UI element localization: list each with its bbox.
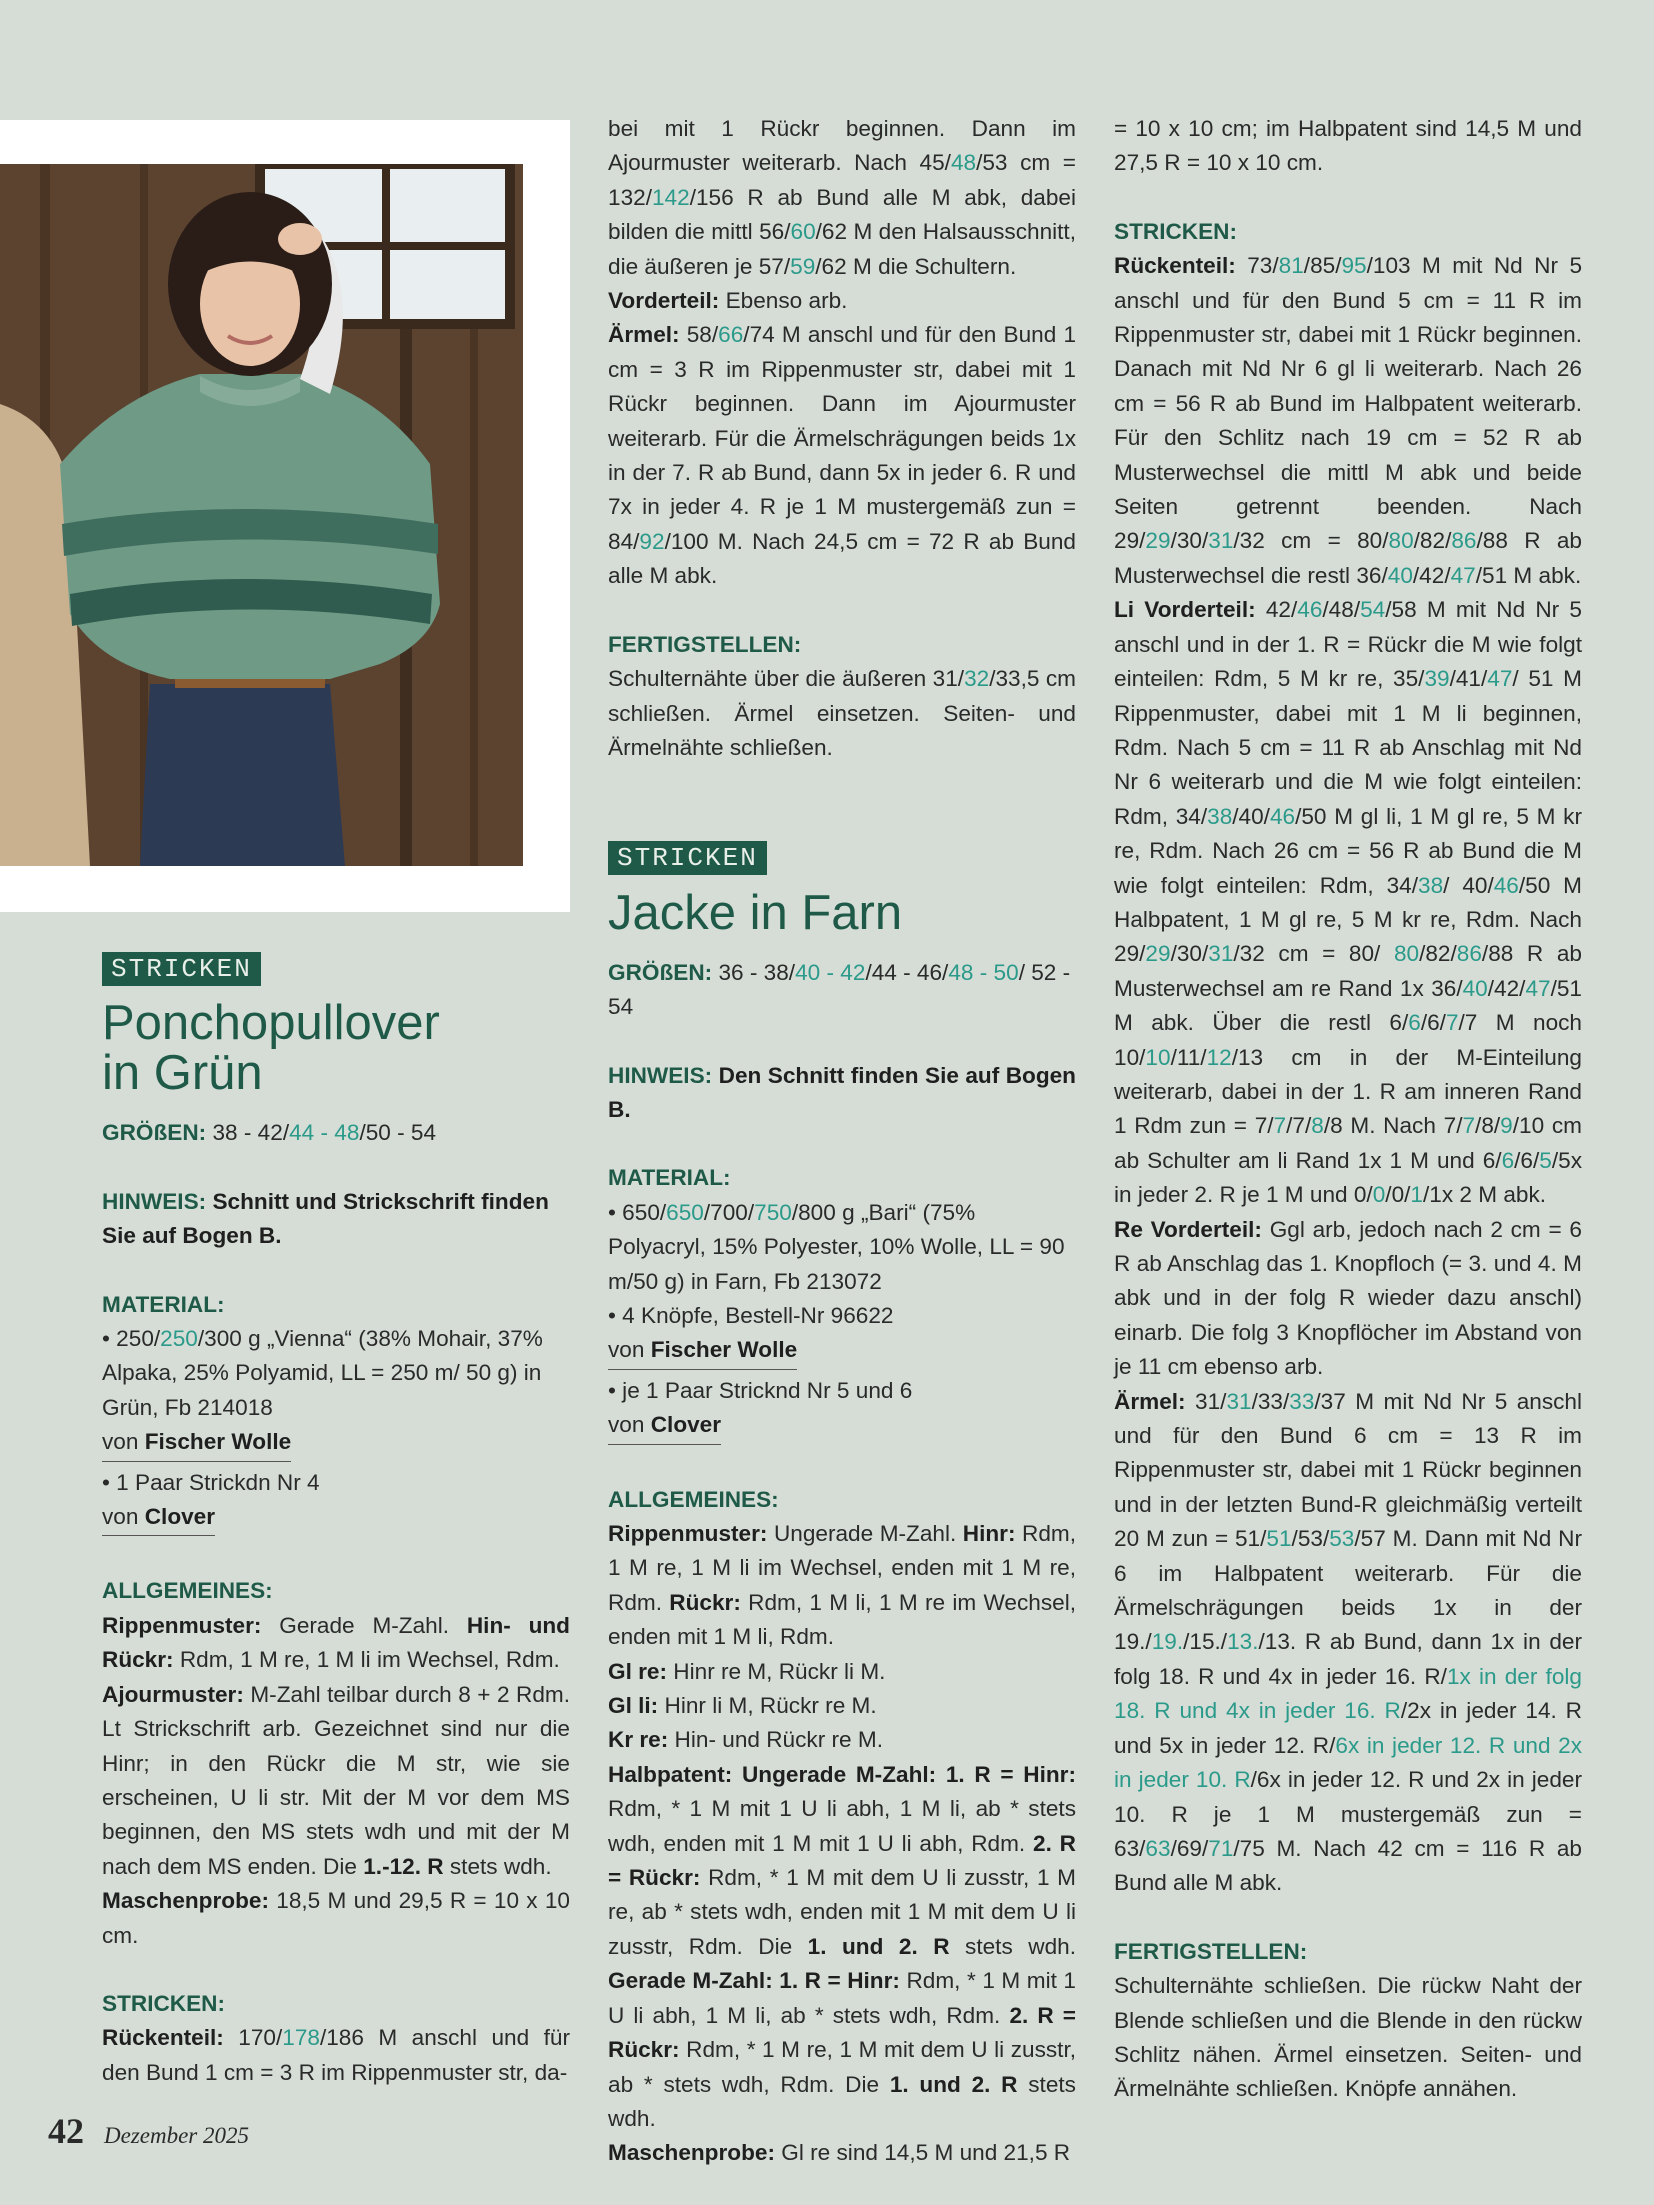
material-text: • 250/250/300 g „Vienna“ (38% Mohair, 37% Alpaka, 25% Polyamid, LL = 250 m/ 50 g) in Grün, Fb 214018	[102, 1326, 543, 1420]
general-heading: ALLGEMEINES:	[608, 1486, 779, 1512]
half-brioche: Halbpatent: Ungerade M-Zahl: 1. R = Hinr: Rdm, * 1 M mit 1 U li abh, 1 M li, ab * stets wdh, enden mit 1 M mit 1 U li abh, Rdm. 2. R = Rückr: Rdm, * 1 M mit dem U li zusstr, 1 M re, ab * stets wdh, enden mit 1 M mit dem U li zusstr, Rdm. Die 1. und 2. R stets wdh. Gerade M-Zahl: 1. R = Hinr: Rdm, * 1 M mit 1 U li abh, 1 M li, ab * stets wdh, Rdm. 2. R = Rückr: Rdm, * 1 M re, 1 M mit dem U li zusstr, ab * stets wdh, Rdm. Die 1. und 2. R stets wdh.	[608, 1761, 1076, 2131]
material-text: • 650/650/700/750/800 g „Bari“ (75% Polyacryl, 15% Polyester, 10% Wolle, LL = 90 m/50 g) in Farn, Fb 213072	[608, 1199, 1065, 1294]
pattern-title: Ponchopullover in Grün	[102, 996, 440, 1101]
back-piece: Rückenteil: 170/178/186 M anschl und für den Bund 1 cm = 3 R im Rippenmuster str, da-	[102, 2025, 570, 2085]
sleeve: Ärmel: 31/31/33/33/37 M mit Nd Nr 5 anschl und für den Bund 6 cm = 13 R im Rippenmuster str, dabei mit 1 Rückr beginnen und in der letzten Bund-R gleichmäßig verteilt 20 M zun = 51/51/53/53/57 M. Dann mit Nd Nr 6 im Halbpatent weiterarb. Für die Ärmelschrägungen beids 1x in der 19./19./15./13./13. R ab Bund, dann 1x in der folg 18. R und 4x in jeder 16. R/1x in der folg 18. R und 4x in jeder 16. R/2x in jeder 14. R und 5x in jeder 12. R/6x in jeder 12. R und 2x in jeder 10. R/6x in jeder 12. R und 2x in jeder 10. R je 1 M mustergemäß zun = 63/63/69/71/75 M. Nach 42 cm = 116 R ab Bund alle M abk.	[1114, 1388, 1583, 1896]
lace-pattern: Ajourmuster: M-Zahl teilbar durch 8 + 2 Rdm. Lt Strickschrift arb. Gezeichnet sind nur die Hinr; in den Rückr die M str, wie sie erscheinen, U li str. Mit der M vor dem MS beginnen, den MS stets wdh und mit der M nach dem MS enden. Die 1.-12. R stets wdh.	[102, 1681, 570, 1879]
front-piece: Vorderteil: Ebenso arb.	[608, 288, 848, 314]
back-piece: Rückenteil: 73/81/85/95/103 M mit Nd Nr 5 anschl und für den Bund 5 cm = 11 R im Rippenmuster str, dabei mit 1 Rückr beginnen. Danach mit Nd Nr 6 gl li weiterarb. Nach 26 cm = 56 R ab Bund im Halbpatent weiterarb. Für den Schlitz nach 19 cm = 52 R ab Musterwechsel die mittl M abk und beide Seiten getrennt beenden. Nach 29/29/30/31/32 cm = 80/80/82/86/88 R ab Musterwechsel die restl 36/40/42/47/51 M abk.	[1114, 253, 1583, 588]
vendor-link[interactable]: von Fischer Wolle	[102, 1425, 570, 1465]
knit-heading: STRICKEN:	[102, 1990, 226, 2016]
section-tag: STRICKEN	[608, 841, 767, 875]
right-front: Re Vorderteil: Ggl arb, jedoch nach 2 cm = 6 R ab Anschlag das 1. Knopfloch (= 3. und 4. M abk und in der folg R wieder dazu anschl) einarb. Die folg 3 Knopflöcher im Abstand von je 11 cm ebenso arb.	[1114, 1216, 1583, 1380]
needles: • 1 Paar Strickdn Nr 4	[102, 1469, 320, 1495]
vendor-link[interactable]: von Clover	[608, 1408, 1076, 1448]
page-footer	[48, 2110, 249, 2152]
note: HINWEIS: Schnitt und Strickschrift finden Sie auf Bogen B.	[102, 1188, 549, 1249]
stockinette: Gl re: Hinr re M, Rückr li M.	[608, 1658, 886, 1684]
section-tag: STRICKEN	[102, 952, 261, 986]
left-column	[102, 952, 570, 2090]
sleeve: Ärmel: 58/66/74 M anschl und für den Bund 1 cm = 3 R im Rippenmuster str, dabei mit 1 Rückr beginnen. Dann im Ajourmuster weiterarb. Für die Ärmelschrägungen beids 1x in der 7. R ab Bund, dann 5x in jeder 6. R und 7x in jeder 4. R je 1 M mustergemäß zun = 84/92/100 M. Nach 24,5 cm = 72 R ab Bund alle M abk.	[608, 322, 1077, 589]
vendor-link[interactable]: von Fischer Wolle	[608, 1333, 1076, 1373]
garter-stitch: Kr re: Hin- und Rückr re M.	[608, 1727, 883, 1753]
continued-text: bei mit 1 Rückr beginnen. Dann im Ajourmuster weiterarb. Nach 45/48/53 cm = 132/142/156 R ab Bund alle M abk, dabei bilden die mittl 56/60/62 M den Halsausschnitt, die äußeren je 57/59/62 M die Schultern.	[608, 116, 1076, 279]
knit-heading: STRICKEN:	[1114, 218, 1238, 244]
vendor-link[interactable]: von Clover	[102, 1500, 570, 1540]
note: HINWEIS: Den Schnitt finden Sie auf Bogen B.	[608, 1062, 1076, 1122]
right-column	[1114, 112, 1582, 2107]
sizes-line: GRÖßEN: 38 - 42/44 - 48/50 - 54	[102, 1120, 437, 1146]
left-front: Li Vorderteil: 42/46/48/54/58 M mit Nd Nr 5 anschl und in der 1. R = Rückr die M wie folgt einteilen: Rdm, 5 M kr re, 35/39/41/47/ 51 M Rippenmuster, dabei mit 1 M li beginnen, Rdm. Nach 5 cm = 11 R ab Anschlag mit Nd Nr 6 weiterarb und die M wie folgt einteilen: Rdm, 34/38/40/46/50 M gl li, 1 M gl re, 5 M kr re, Rdm. Nach 26 cm = 56 R ab Bund die M wie folgt einteilen: Rdm, 34/38/ 40/46/50 M Halbpatent, 1 M gl re, 5 M kr re, Rdm. Nach 29/29/30/31/32 cm = 80/ 80/82/86/88 R ab Musterwechsel am re Rand 1x 36/40/42/47/51 M abk. Über die restl 6/6/6/7/7 M noch 10/10/11/12/13 cm in der M-Einteilung weiterarb, dabei in der 1. R am inneren Rand 1 Rdm zun = 7/7/7/8/8 M. Nach 7/7/8/9/10 cm ab Schulter am li Rand 1x 1 M und 6/6/6/5/5x in jeder 2. R je 1 M und 0/0/0/1/1x 2 M abk.	[1114, 597, 1583, 1208]
knitwear-model-photo	[0, 164, 523, 866]
buttons: • 4 Knöpfe, Bestell-Nr 96622	[608, 1302, 894, 1328]
finish-text: Schulternähte schließen. Die rückw Naht der Blende schließen und die Blende in den rückw Schlitz nähen. Ärmel einsetzen. Seiten- und Ärmelnähte schließen. Knöpfe annähen.	[1114, 1973, 1582, 2102]
gauge-continued: = 10 x 10 cm; im Halbpatent sind 14,5 M und 27,5 R = 10 x 10 cm.	[1114, 116, 1582, 176]
finish-heading: FERTIGSTELLEN:	[1114, 1938, 1308, 1964]
material-heading: MATERIAL:	[608, 1165, 731, 1191]
general-heading: ALLGEMEINES:	[102, 1578, 273, 1604]
rib-pattern: Rippenmuster: Gerade M-Zahl. Hin- und Rückr: Rdm, 1 M re, 1 M li im Wechsel, Rdm.	[102, 1612, 570, 1673]
page-number: 42	[48, 2111, 84, 2151]
pattern-title: Jacke in Farn	[608, 885, 903, 940]
gauge: Maschenprobe: 18,5 M und 29,5 R = 10 x 10 cm.	[102, 1888, 570, 1948]
finish-text: Schulternähte über die äußeren 31/32/33,5 cm schließen. Ärmel einsetzen. Seiten- und Ärmelnähte schließen.	[608, 666, 1076, 760]
sizes-line: GRÖßEN: 36 - 38/40 - 42/44 - 46/48 - 50/ 52 - 54	[608, 959, 1071, 1020]
finish-heading: FERTIGSTELLEN:	[608, 631, 802, 657]
material-heading: MATERIAL:	[102, 1291, 225, 1317]
reverse-stockinette: Gl li: Hinr li M, Rückr re M.	[608, 1693, 877, 1719]
gauge: Maschenprobe: Gl re sind 14,5 M und 21,5 R	[608, 2140, 1071, 2166]
rib-pattern: Rippenmuster: Ungerade M-Zahl. Hinr: Rdm, 1 M re, 1 M li im Wechsel, enden mit 1 M re, Rdm. Rückr: Rdm, 1 M li, 1 M re im Wechsel, enden mit 1 M li, Rdm.	[608, 1521, 1076, 1650]
issue-date: Dezember 2025	[104, 2123, 249, 2148]
needles: • je 1 Paar Stricknd Nr 5 und 6	[608, 1377, 913, 1403]
middle-column	[608, 112, 1076, 2171]
